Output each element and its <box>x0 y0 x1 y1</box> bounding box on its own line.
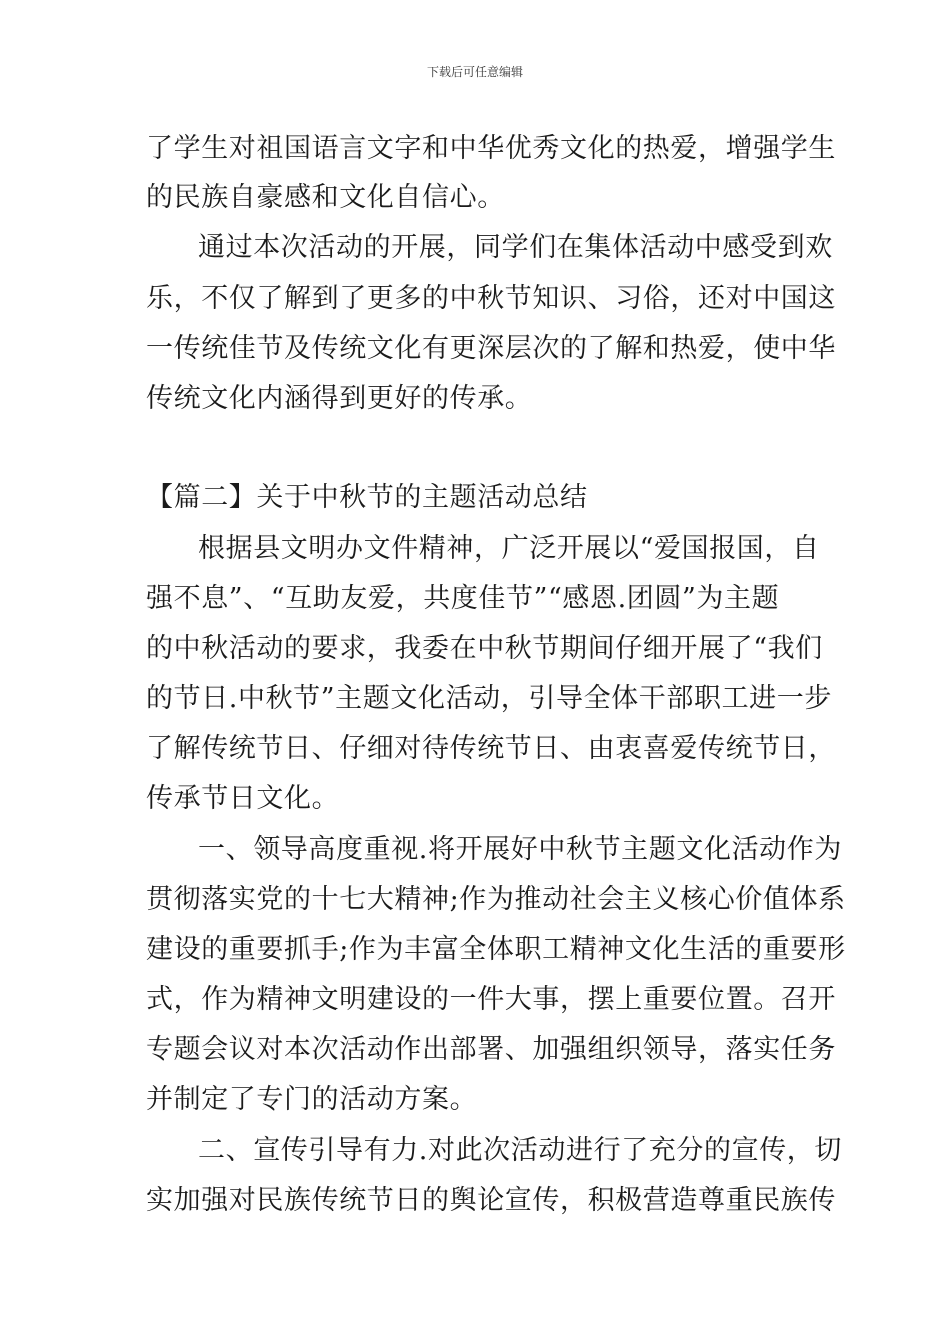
paragraph-start-line: 通过本次活动的开展，同学们在集体活动中感受到欢 <box>198 232 833 263</box>
text-line: 的节日.中秋节”主题文化活动，引导全体干部职工进一步 <box>146 683 832 714</box>
text-line: 了解传统节日、仔细对待传统节日、由衷喜爱传统节日， <box>146 733 836 764</box>
paragraph-start-line: 二、宣传引导有力.对此次活动进行了充分的宣传，切 <box>198 1135 842 1166</box>
text-line: 式，作为精神文明建设的一件大事，摆上重要位置。召开 <box>146 984 836 1015</box>
page-header: 下载后可任意编辑 <box>426 65 523 79</box>
text-line: 强不息”、“互助友爱，共度佳节”“感恩.团圆”为主题 <box>146 583 780 614</box>
text-line: 贯彻落实党的十七大精神;作为推动社会主义核心价值体系 <box>146 884 846 915</box>
text-line: 的中秋活动的要求，我委在中秋节期间仔细开展了“我们 <box>146 633 823 664</box>
text-line: 建设的重要抓手;作为丰富全体职工精神文化生活的重要形 <box>146 934 846 965</box>
text-line: 传承节日文化。 <box>146 783 340 814</box>
text-line: 并制定了专门的活动方案。 <box>146 1084 478 1115</box>
text-line: 传统文化内涵得到更好的传承。 <box>146 383 533 414</box>
section-heading: 【篇二】关于中秋节的主题活动总结 <box>146 482 588 513</box>
text-line: 了学生对祖国语言文字和中华优秀文化的热爱，增强学生 <box>146 133 836 164</box>
text-line: 的民族自豪感和文化自信心。 <box>146 182 505 213</box>
text-line: 一传统佳节及传统文化有更深层次的了解和热爱，使中华 <box>146 333 836 364</box>
text-line: 专题会议对本次活动作出部署、加强组织领导，落实任务 <box>146 1034 836 1065</box>
paragraph-start-line: 一、领导高度重视.将开展好中秋节主题文化活动作为 <box>198 834 842 865</box>
text-line: 乐，不仅了解到了更多的中秋节知识、习俗，还对中国这 <box>146 283 836 314</box>
paragraph-start-line: 根据县文明办文件精神，广泛开展以“爱国报国，自 <box>198 533 820 564</box>
text-line: 实加强对民族传统节日的舆论宣传，积极营造尊重民族传 <box>146 1185 836 1216</box>
